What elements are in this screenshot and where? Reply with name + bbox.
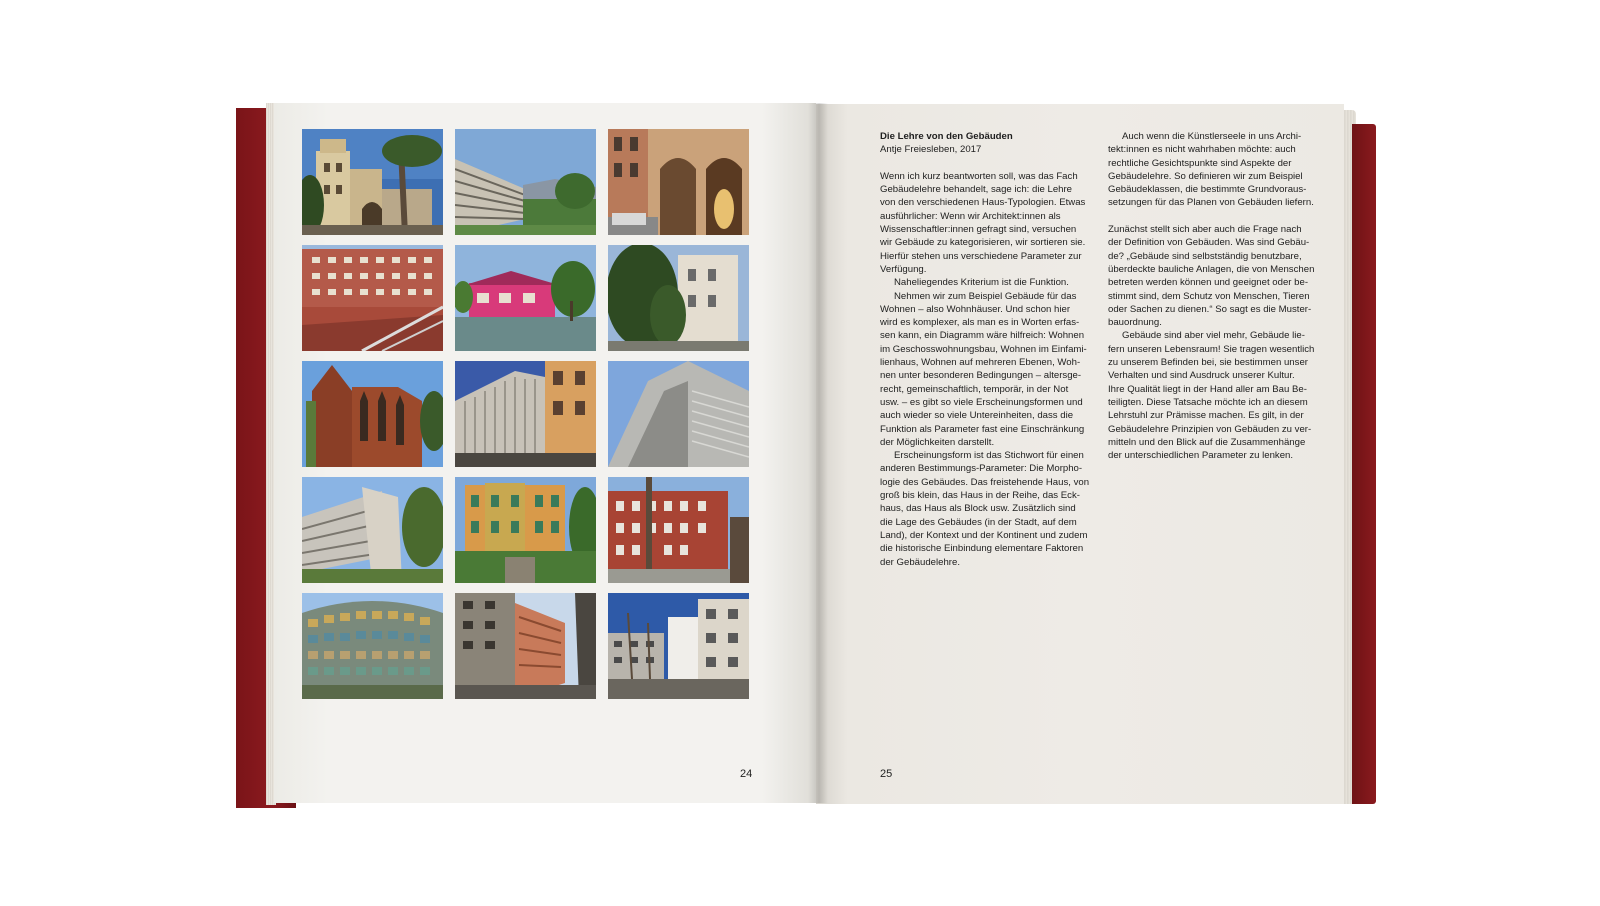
paragraph-4 [880,449,1102,569]
text-line: Erscheinungsform ist das Stichwort für einen [894,450,1084,462]
text-line: Gebäudeklassen, die bestimmte Grundvoraus- [1108,184,1307,196]
photo-pink-house-water [455,245,596,351]
photo-curved-block-lake [455,129,596,235]
text-line: betreten werden können und geeignet oder be- [1108,277,1309,289]
text-line: Gebäudelehre Prinzipien von Gebäuden zu ver- [1108,423,1312,435]
photo-modern-street [608,593,749,699]
book-cover-right [1352,124,1376,804]
text-line: stimmt sind, dem Schutz von Menschen, Tieren [1108,290,1310,302]
paragraph-1 [880,170,1102,276]
photo-grid [302,129,749,699]
photo-round-tower [302,593,443,699]
photo-arcade-street [608,129,749,235]
text-line: zu unserem Befinden bei, sie bestimmen unser [1108,357,1308,369]
text-line: der unterschiedlichen Parameter zu lenken. [1108,450,1294,462]
article-title: Die Lehre von den Gebäuden [880,131,1013,142]
photo-city-street [455,593,596,699]
text-line: Gebäudelehre behandelt, sage ich: die Lehre [880,184,1073,196]
photo-gothic-church [302,361,443,467]
text-line: von den verschiedenen Haus-Typologien. Etwas [880,197,1086,209]
text-line: Wissenschaftler:innen gefragt sind, versuchen [880,224,1077,236]
text-line: wird es komplexer, als man es in Worten erfas- [880,317,1080,329]
text-line: haus, das Haus als Block usw. Zusätzlich sind [880,503,1076,515]
text-line: oder Sachen zu dienen.“ So sagt es die Muster- [1108,303,1312,315]
text-line: die historische Einbindung elementare Faktoren [880,543,1084,555]
photo-street-modernist [455,361,596,467]
text-line: logie des Gebäudes. Das freistehende Haus, von [880,476,1090,488]
text-line: überdeckte bauliche Anlagen, die von Menschen [1108,263,1315,275]
text-line: Gebäudelehre. So definieren wir zum Beispiel [1108,170,1303,182]
text-line: usw. – es gibt so viele Erscheinungsformen und [880,396,1083,408]
text-line: Land), der Kontext und der Kontinent und zudem [880,529,1088,541]
text-line: der Definition von Gebäuden. Was sind Gebäu- [1108,237,1310,249]
photo-villa-tower [302,129,443,235]
text-line: Nehmen wir zum Beispiel Gebäude für das [894,290,1077,302]
text-line: Hierfür stehen uns verschiedene Parameter zur [880,250,1082,262]
text-line: die Lage des Gebäudes (in der Stadt, auf dem [880,516,1077,528]
text-line: Verhalten und sind Ausdruck unserer Kultur. [1108,370,1295,382]
paragraph-5 [1108,130,1330,210]
text-line: der Möglichkeiten darstellt. [880,436,995,448]
text-line: groß bis klein, das Haus in der Reihe, das Eck- [880,490,1080,502]
text-line: de? „Gebäude sind selbstständig benutzbare, [1108,250,1302,262]
text-line: anderen Bestimmungs-Parameter: Die Morpho- [880,463,1083,475]
photo-brick-townhouses [608,477,749,583]
text-line: rechtliche Gesichtspunkte sind Aspekte der [1108,157,1292,169]
text-line: ausführlicher: Wenn wir Architekt:innen als [880,210,1061,222]
text-line: sen kann, ein Diagramm wäre hilfreich: Wohnen [880,330,1085,342]
text-column-2 [1108,130,1330,462]
text-line: der Gebäudelehre. [880,556,961,568]
text-line: bauordnung. [1108,317,1162,329]
text-line: lienhaus, Wohnen auf mehreren Ebenen, Woh- [880,357,1081,369]
text-column-1 [880,130,1102,569]
text-line: auch wieder so viele Untereinheiten, dass die [880,410,1074,422]
text-line: fern unseren Lebensraum! Sie tragen wesentlich [1108,343,1315,355]
text-line: im Geschosswohnungsbau, Wohnen im Einfami- [880,343,1087,355]
text-line: nen unter besonderen Bedingungen – altersge- [880,370,1082,382]
text-line: tekt:innen es nicht wahrhaben möchte: auch [1108,144,1296,156]
photo-building-trees [608,245,749,351]
page-number-left: 24 [740,768,753,780]
paragraph-2: Naheliegendes Kriterium ist die Funktion. [894,277,1069,289]
text-line: Wohnen – also Wohnhäuser. Und schon hier [880,303,1071,315]
book-gutter [808,103,828,803]
text-line: mitteln und den Blick auf die Zusammenhänge [1108,436,1306,448]
text-line: Wenn ich kurz beantworten soll, was das Fach [880,170,1078,182]
text-line: Verfügung. [880,263,927,275]
article-author: Antje Freiesleben, 2017 [880,144,982,156]
paragraph-7 [1108,329,1330,462]
photo-brick-courtyard [302,245,443,351]
text-line: Gebäude sind aber viel mehr, Gebäude lie- [1122,330,1305,342]
text-line: teiligten. Diese Tatsache möchte ich an diesem [1108,396,1308,408]
text-line: Zunächst stellt sich aber auch die Frage nach [1108,224,1302,236]
text-line: wir Gebäude zu kategorisieren, wir sortieren sie. [880,237,1086,249]
text-line: Lehrstuhl zur Prämisse machen. Es gilt, in der [1108,410,1304,422]
photo-brutalist-block [302,477,443,583]
text-line: Ihre Qualität liegt in der Hand aller am Bau Be- [1108,383,1307,395]
photo-concrete-facade [608,361,749,467]
paragraph-6 [1108,223,1330,329]
photo-colorful-villa [455,477,596,583]
text-line: Auch wenn die Künstlerseele in uns Archi- [1122,131,1302,142]
paragraph-3 [880,290,1102,450]
text-line: recht, gemeinschaftlich, temporär, in der Not [880,383,1069,395]
text-line: Funktion als Parameter fast eine Einschränkung [880,423,1085,435]
text-line: setzungen für das Planen von Gebäuden liefern. [1108,197,1314,209]
page-number-right: 25 [880,768,893,780]
